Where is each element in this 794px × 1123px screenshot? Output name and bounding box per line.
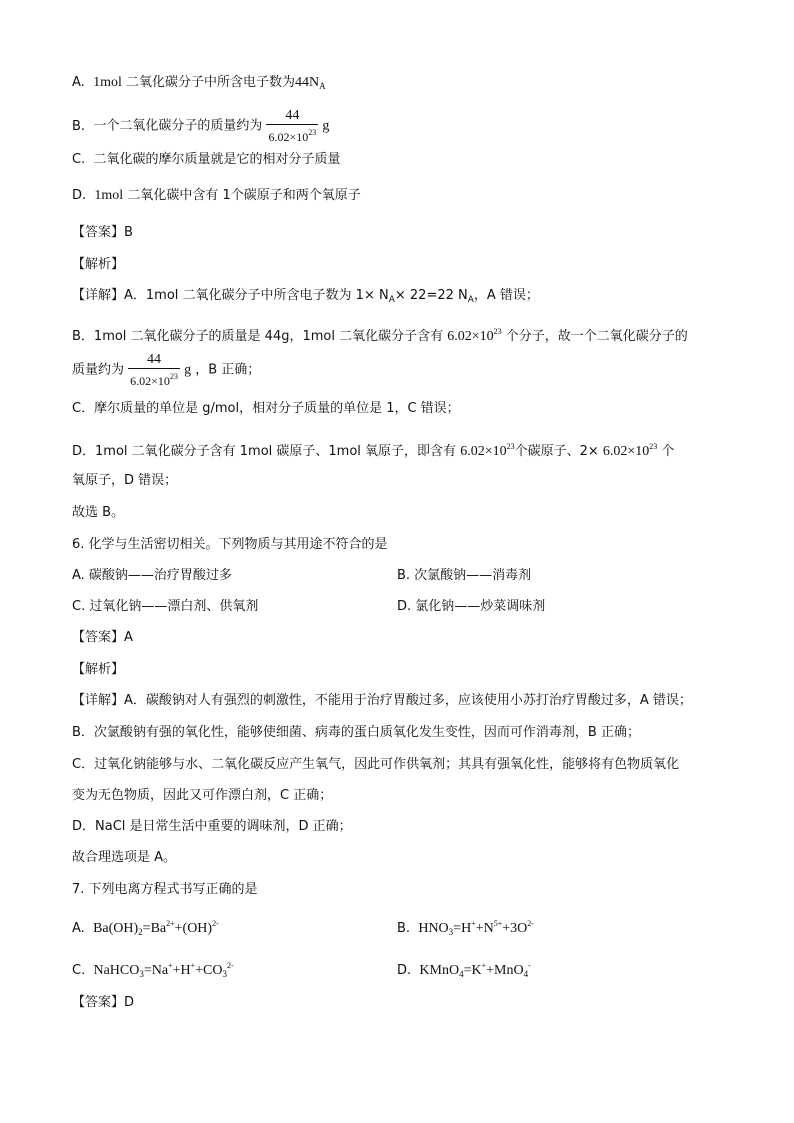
q6-detail-c-line2: 变为无色物质，因此又可作漂白剂，C 正确； — [72, 788, 333, 803]
q5-answer: 【答案】B — [72, 225, 133, 240]
q5-option-a: A. 1mol 二氧化碳分子中所含电子数为$44N_A$ — [72, 75, 326, 91]
q5-analysis-heading: 【解析】 — [72, 257, 125, 272]
mass-fraction-detail: $\frac{44}{6.02\times 10^{23}}$ — [130, 352, 178, 388]
q7-option-b: B. $HNO_3=H^++N^{5+}+3O^{2-}$ — [397, 919, 534, 937]
q6-detail-a: 【详解】A．碳酸钠对人有强烈的刺激性，不能用于治疗胃酸过多，应该使用小苏打治疗胃酸过多，A 错误； — [72, 693, 692, 708]
q5-option-b: B. 一个二氧化碳分子的质量约为 $\frac{44}{6.02\times 10^{23}}$ g — [72, 108, 330, 144]
q7-option-c: C. $NaHCO_3=Na^++H^++CO_3^{2-}$ — [72, 961, 234, 979]
q6-option-c: C. 过氧化钠——漂白剂、供氧剂 — [72, 599, 259, 614]
q7-a-equation: $Ba(OH)_2=Ba^{2+}+(OH)^{2-}$ — [93, 919, 219, 937]
q7-d-equation: KMnO$_4$=K++MnO$_4$- — [419, 961, 531, 979]
q5-detail-b-line2: 质量约为 $\frac{44}{6.02\times 10^{23}}$ g ，B 正确； — [72, 352, 261, 388]
q6-stem: 6. 化学与生活密切相关。下列物质与其用途不符合的是 — [72, 537, 388, 552]
q5-detail-d-line2: 氧原子，D 错误； — [72, 473, 178, 488]
q7-b-equation: $HNO_3=H^++N^{5+}+3O^{2-}$ — [418, 919, 534, 937]
q5-option-d: D. 1mol 二氧化碳中含有 1个碳原子和两个氧原子 — [72, 188, 361, 203]
q6-option-a: A. 碳酸钠——治疗胃酸过多 — [72, 568, 232, 583]
q7-answer: 【答案】D — [72, 995, 135, 1010]
q5-detail-b-line1: B．1mol 二氧化碳分子的质量是 44g，1mol 二氧化碳分子含有 $6.02\times 10^{23}$ 个分子，故一个二氧化碳分子的 — [72, 327, 688, 344]
q5-option-c: C. 二氧化碳的摩尔质量就是它的相对分子质量 — [72, 152, 341, 167]
q5-detail-d-line1: D．1mol 二氧化碳分子含有 1mol 碳原子、1mol 氧原子，即含有 $6.02\times 10^{23}$个碳原子、$2\times 6.02\times 10^{23}$ 个 — [72, 442, 675, 459]
q5-detail-c: C．摩尔质量的单位是 g/mol，相对分子质量的单位是 1，C 错误； — [72, 401, 460, 416]
q6-answer: 【答案】A — [72, 630, 133, 645]
q6-option-d: D. 氯化钠——炒菜调味剂 — [397, 599, 546, 614]
q5-conclusion: 故选 B。 — [72, 505, 125, 520]
q6-detail-b: B．次氯酸钠有强的氧化性，能够使细菌、病毒的蛋白质氧化发生变性，因而可作消毒剂，B 正确； — [72, 725, 640, 740]
q6-analysis-heading: 【解析】 — [72, 662, 125, 677]
q7-stem: 7. 下列电离方程式书写正确的是 — [72, 882, 258, 897]
q5-detail-a: 【详解】A．1mol 二氧化碳分子中所含电子数为 $1\times N_A\times 22=22$ $N_A$，A 错误； — [72, 288, 539, 305]
q7-option-a: A. $Ba(OH)_2=Ba^{2+}+(OH)^{2-}$ — [72, 919, 219, 937]
q6-detail-d: D．NaCl 是日常生活中重要的调味剂，D 正确； — [72, 819, 352, 834]
q7-option-d: D. KMnO$_4$=K++MnO$_4$- — [397, 961, 531, 979]
q6-detail-c-line1: C．过氧化钠能够与水、二氧化碳反应产生氧气，因此可作供氧剂；其具有强氧化性，能够将有色物质氧化 — [72, 757, 680, 772]
mass-fraction: $\frac{44}{6.02\times 10^{23}}$ — [268, 108, 317, 144]
q7-c-equation: $NaHCO_3=Na^++H^++CO_3^{2-}$ — [93, 961, 234, 979]
q6-option-b: B. 次氯酸钠——消毒剂 — [397, 568, 532, 583]
q6-conclusion: 故合理选项是 A。 — [72, 850, 177, 865]
